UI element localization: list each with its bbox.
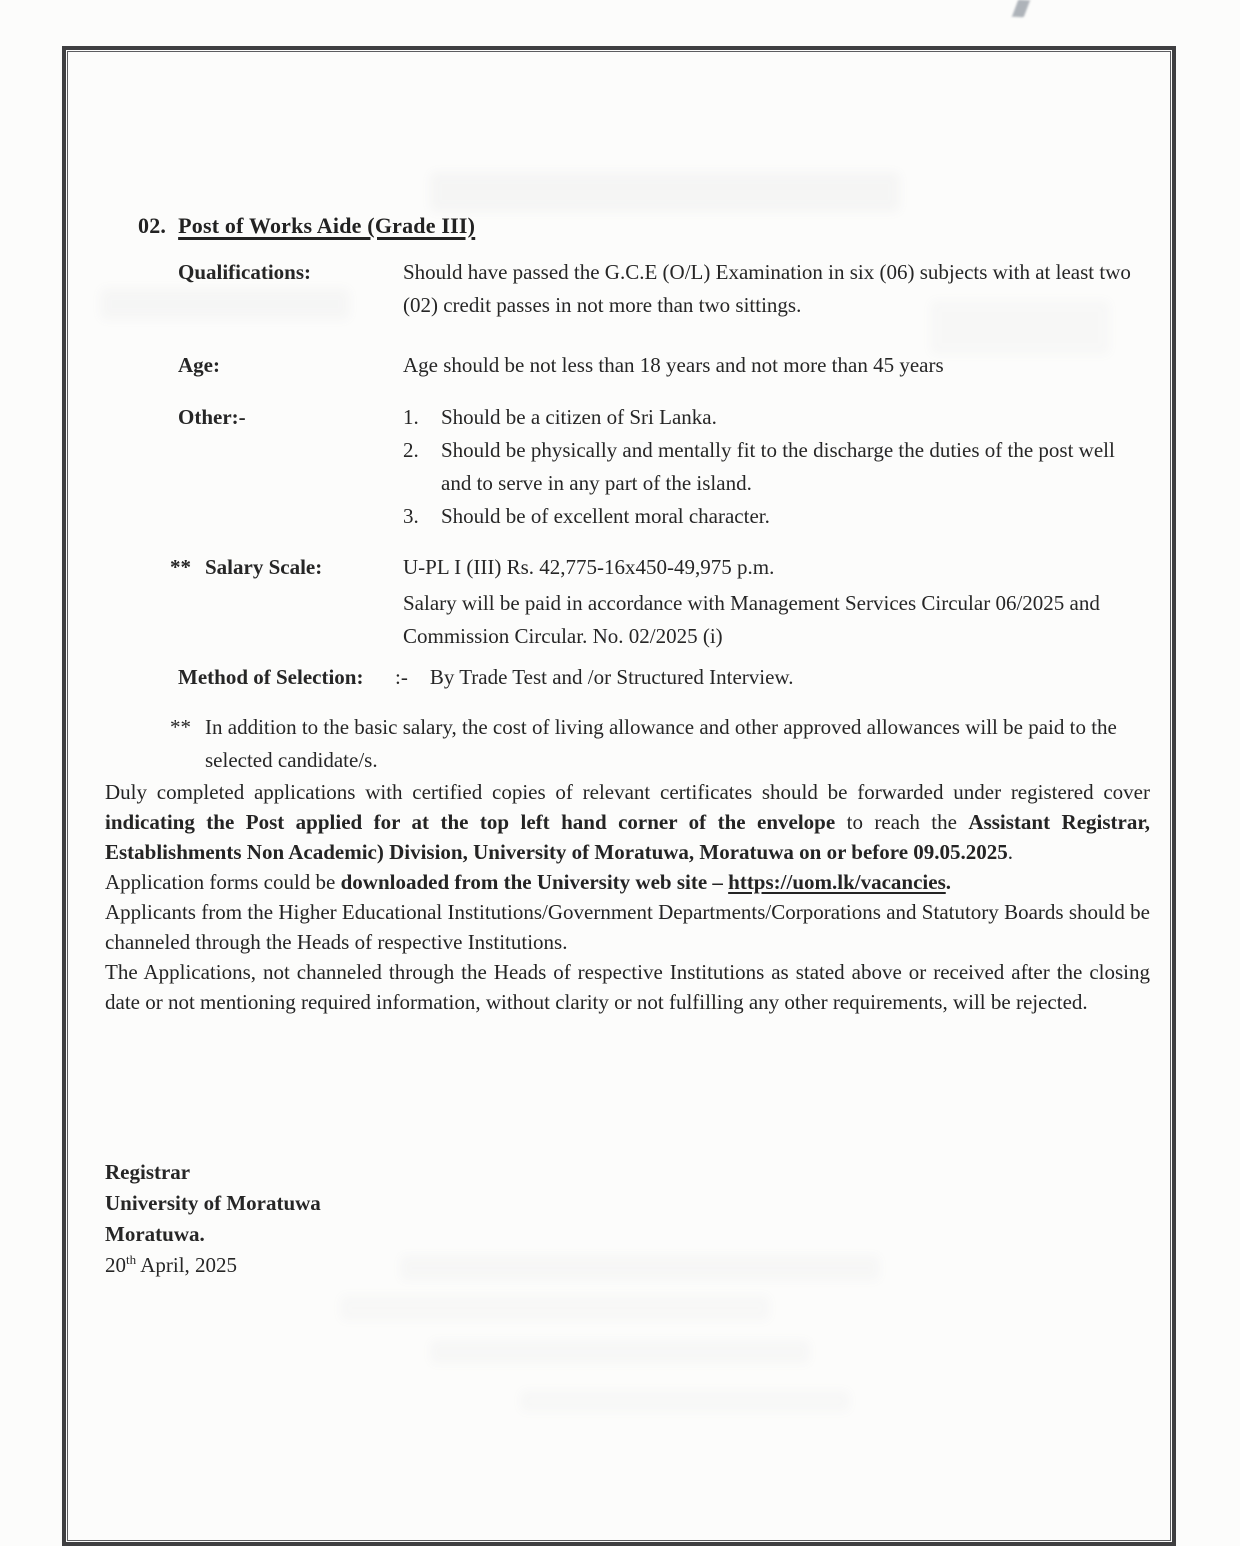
list-item-text: Should be physically and mentally fit to the discharge the duties of the post well and to serve in any part of the island. [441,438,1115,495]
list-item-number: 2. [403,438,419,462]
date-month-year: April, 2025 [136,1253,238,1277]
age-row [105,349,1150,382]
double-asterisk-marker: ** [170,715,191,739]
method-of-selection-text: By Trade Test and /or Structured Interview. [429,665,794,689]
salary-scale-row [105,551,1150,653]
document-body [105,0,1150,1281]
qualifications-row [105,256,1150,322]
post-heading [138,209,1150,242]
other-label: Other:- [178,405,246,429]
double-asterisk-marker: ** [170,555,191,579]
salary-scale-figures: U-PL I (III) Rs. 42,775-16x450-49,975 p.m. [403,555,775,579]
signatory-city: Moratuwa. [105,1222,205,1246]
qualifications-label: Qualifications: [178,260,312,284]
other-list-item [403,500,1150,533]
paragraph-bold-text: Assistant Registrar, Establishments Non Academic) Division, University of Moratuwa, Moratuwa on or before 09.05.2025 [105,810,1150,864]
method-of-selection-value [395,661,1150,694]
document-date [105,1250,1150,1281]
submission-paragraph [105,777,1150,867]
method-of-selection-label: Method of Selection: [178,665,364,689]
paragraph-text: Duly completed applications with certified copies of relevant certificates should be forwarded under registered cover [105,780,1150,804]
colon-dash-separator: :- [395,665,408,689]
age-text: Age should be not less than 18 years and not more than 45 years [403,353,944,377]
body-paragraphs [105,777,1150,1017]
paragraph-text: Application forms could be [105,870,341,894]
download-paragraph [105,867,1150,897]
signatory-institution: University of Moratuwa [105,1191,321,1215]
post-heading-number: 02. [138,213,167,238]
date-day: 20 [105,1253,126,1277]
other-list-item [403,434,1150,500]
paragraph-bold-text: indicating the Post applied for at the top left hand corner of the envelope [105,810,836,834]
signature-block [105,1157,1150,1281]
method-of-selection-row [105,661,1150,694]
age-label: Age: [178,353,220,377]
list-item-text: Should be of excellent moral character. [441,504,770,528]
qualifications-text: Should have passed the G.C.E (O/L) Examination in six (06) subjects with at least two (02) credit passes in not more than two sittings. [403,260,1131,317]
salary-circular-note: Salary will be paid in accordance with Management Services Circular 06/2025 and Commission Circular. No. 02/2025 (i) [403,591,1100,648]
salary-scale-value [403,551,1150,653]
date-ordinal-suffix: th [126,1252,137,1267]
rejection-paragraph: The Applications, not channeled through the Heads of respective Institutions as stated above or received after the closing date or not mentioning required information, without clarity or not fulfilling any other requirements, will be rejected. [105,960,1150,1014]
paragraph-bold-text: downloaded from the University web site – [340,870,729,894]
vacancies-url-link[interactable]: https://uom.lk/vacancies [728,870,946,894]
allowance-note-text: In addition to the basic salary, the cost of living allowance and other approved allowances will be paid to the selected candidate/s. [205,715,1117,772]
other-list [403,401,1150,533]
other-row [105,401,1150,533]
paragraph-text: to reach the [835,810,969,834]
paragraph-text: . [1007,840,1014,864]
allowance-note-row [105,711,1150,777]
list-item-number: 3. [403,504,419,528]
other-list-item [403,401,1150,434]
channeling-paragraph: Applicants from the Higher Educational Institutions/Government Departments/Corporations and Statutory Boards should be channeled through the Heads of respective Institutions. [105,900,1150,954]
signatory-title: Registrar [105,1160,191,1184]
paragraph-bold-text: . [945,870,951,894]
list-item-number: 1. [403,405,419,429]
post-heading-title: Post of Works Aide (Grade III) [178,213,476,238]
list-item-text: Should be a citizen of Sri Lanka. [441,405,717,429]
salary-scale-label: Salary Scale: [205,555,323,579]
